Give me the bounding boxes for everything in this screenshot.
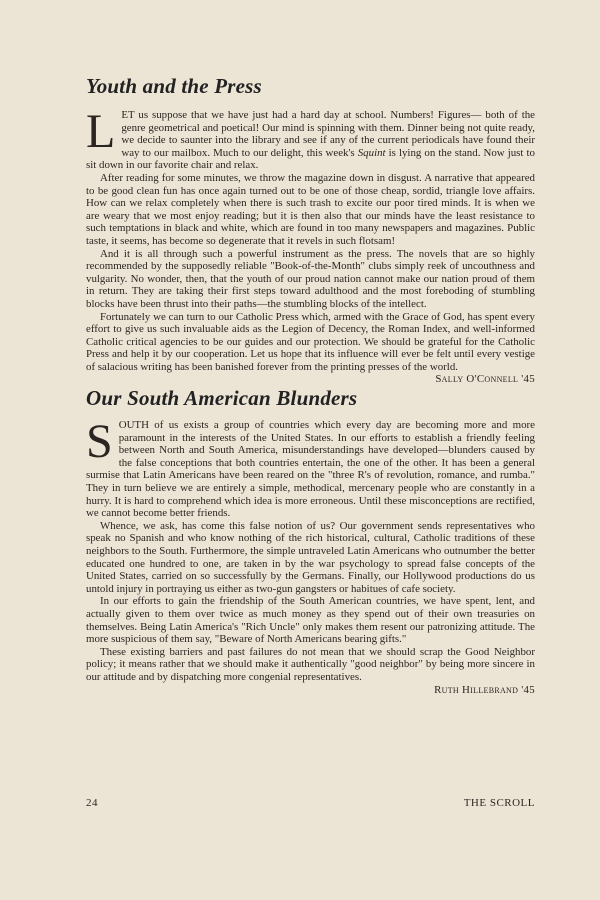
publication-name: THE SCROLL bbox=[463, 797, 535, 809]
article-title-south-american: Our South American Blunders bbox=[86, 386, 358, 411]
paragraph: Whence, we ask, has come this false notion of us? Our government sends representatives who speak no Spanish and who know nothing of the rich historical, cultural, Catholic traditions of these neighbors to the South. Furthermore, the simple untraveled Latin Americans who outnumber the better educated one hundred to one, are taken in by the war psychology to spread false concepts of the United States, carried on so successfully by the Germans. Finally, our Hollywood productions do us untold injury in portraying us either as two-gun gangsters or habitues of cafe society. bbox=[86, 519, 535, 595]
page-footer bbox=[86, 797, 535, 809]
article-youth-press bbox=[86, 105, 535, 386]
paragraph: In our efforts to gain the friendship of the South American countries, we have spent, lent, and actually given to them over twice as much money as they spend out of their own treasuries on themselves. Being Latin America's "Rich Uncle" only makes them resent our patronizing attitude. The more suspicious of them say, "Beware of North Americans bearing gifts." bbox=[86, 595, 535, 646]
paragraph: These existing barriers and past failures do not mean that we should scrap the Good Neighbor policy; it means rather that we should make it authentically "good neighbor" by being more sincere in our attitude and by dispatching more congenial representatives. bbox=[86, 645, 535, 683]
paragraph: After reading for some minutes, we throw the magazine down in disgust. A narrative that appeared to be good clean fun has once again turned out to be one of those cheap, sordid, triangle love affairs. How can we relax completely when there is such trash to excite our poor tired minds. It is when we are weary that we most enjoy reading; but it is then also that our minds have the least resistance to such temptations in black and white, which are found in too many newspapers and magazines. Public taste, it seems, has become so degenerate that it revels in such flotsam! bbox=[86, 171, 535, 247]
paragraph: LET us suppose that we have just had a hard day at school. Numbers! Figures— both of the genre geometrical and poetical! Our mind is spinning with them. Dinner being not quite ready, we decide to saunter into the library and see if any of the current periodicals have found their way to our mailbox. Much to our delight, this week's Squint is lying on the stand. Now just to sit down in our favorite chair and relax. bbox=[86, 105, 535, 172]
page-content bbox=[86, 74, 535, 696]
drop-cap: L bbox=[86, 105, 116, 158]
paragraph: And it is all through such a powerful instrument as the press. The novels that are so highly recommended by the supposedly reliable "Book-of-the-Month" clubs simply reek of uncouthness and vulgarity. No wonder, then, that the youth of our proud nation cannot make our nation proud of them in return. They are taking their first steps toward adulthood and the most foreboding of stumbling blocks have been thrust into their paths—the stumbling blocks of the intellect. bbox=[86, 247, 535, 310]
article-title-youth-press: Youth and the Press bbox=[86, 74, 262, 98]
magazine-name: Squint bbox=[357, 146, 386, 159]
author-signature: Sally O'Connell '45 bbox=[435, 373, 535, 386]
paragraph: Fortunately we can turn to our Catholic Press which, armed with the Grace of God, has spent every effort to give us such invaluable aids as the Legion of Decency, the Roman Index, and well-informed Catholic critical agencies to be our guides and our protection. We should be grateful for the Catholic Press and help it by our cooperation. Let us hope that its influence will ever be felt until every vestige of salacious writing has been banished forever from the printing presses of the world. bbox=[86, 310, 535, 373]
drop-cap: S bbox=[86, 415, 113, 469]
author-signature: Ruth Hillebrand '45 bbox=[434, 683, 535, 696]
paragraph: SOUTH of us exists a group of countries which every day are becoming more and more paramount in the interests of the United States. In our efforts to establish a friendly feeling between North and South America, misunderstandings have developed—blunders caused by the false conceptions that both countries entertain, the one of the other. It has been a general surmise that Latin Americans have been reared on the "three R's of revolution, romance, and rumba." They in turn believe we are entirely a simple, methodical, mercenary people who are constantly in a hurry. It is hard to comprehend which idea is more erroneous. Until these misconceptions are rectified, we cannot become better friends. bbox=[86, 415, 535, 520]
page-number: 24 bbox=[86, 797, 98, 809]
article-south-american bbox=[86, 415, 535, 696]
